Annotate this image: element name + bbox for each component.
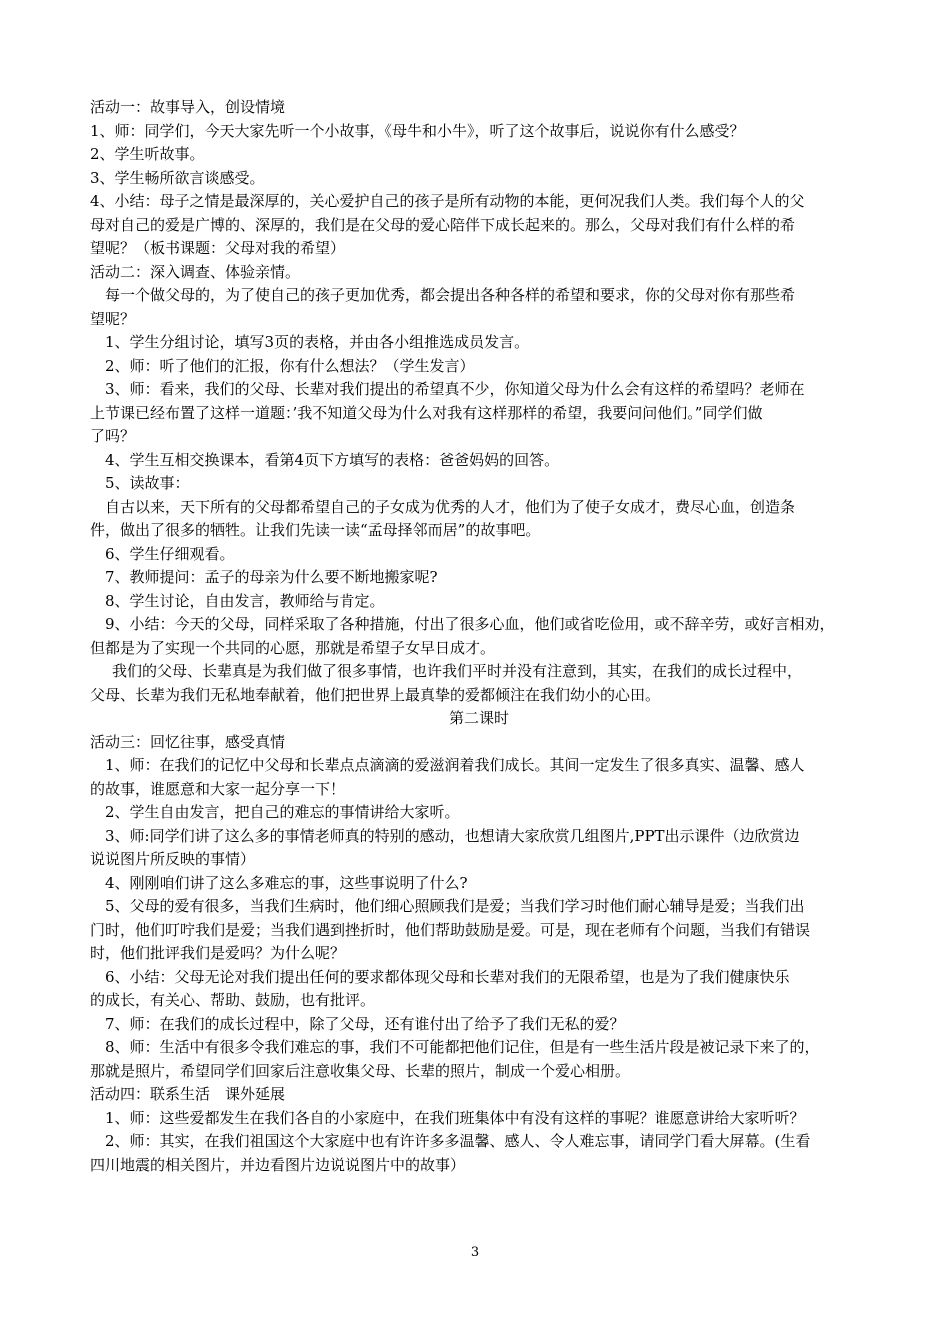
paragraph-line: 3、师:同学们讲了这么多的事情老师真的特别的感动，也想请大家欣赏几组图片,PPT出示课件（边欣赏边 xyxy=(105,826,800,845)
paragraph-line: 5、父母的爱有很多，当我们生病时，他们细心照顾我们是爱；当我们学习时他们耐心辅导是爱；当我们出 xyxy=(105,897,805,915)
paragraph-line: 4、刚刚咱们讲了这么多难忘的事，这些事说明了什么? xyxy=(105,873,468,892)
paragraph-line: 2、师：其实，在我们祖国这个大家庭中也有许许多多温馨、感人、令人难忘事，请同学门看大屏幕。(生看 xyxy=(105,1132,811,1150)
paragraph-line: 4、小结：母子之情是最深厚的，关心爱护自己的孩子是所有动物的本能，更何况我们人类。我们每个人的父 xyxy=(90,192,805,210)
paragraph-line: 8、师：生活中有很多令我们难忘的事，我们不可能都把他们记住，但是有一些生活片段是被记录下来了的， xyxy=(105,1038,820,1056)
paragraph-line: 9、小结：今天的父母，同样采取了各种措施，付出了很多心血，他们或省吃俭用，或不辞辛劳，或好言相劝， xyxy=(105,615,835,633)
paragraph-line: 8、学生讨论，自由发言，教师给与肯定。 xyxy=(105,591,385,610)
paragraph-line: 1、师：同学们，今天大家先听一个小故事，《母牛和小牛》，听了这个故事后，说说你有什么感受？ xyxy=(90,121,745,140)
paragraph-line: 2、师：听了他们的汇报，你有什么想法？（学生发言） xyxy=(105,356,475,375)
heading-activity-4: 活动四：联系生活 课外延展 xyxy=(90,1085,286,1103)
paragraph-line: 了吗？ xyxy=(90,427,136,445)
paragraph-line: 自古以来，天下所有的父母都希望自己的子女成为优秀的人才，他们为了使子女成才，费尽心血，创造条 xyxy=(105,497,796,516)
paragraph-line: 1、师：在我们的记忆中父母和长辈点点滴滴的爱滋润着我们成长。其间一定发生了很多真实、温馨、感人 xyxy=(105,756,805,774)
paragraph-line: 那就是照片，希望同学们回家后注意收集父母、长辈的照片，制成一个爱心相册。 xyxy=(90,1061,631,1080)
paragraph-line: 件，做出了很多的牺牲。让我们先读一读“孟母择邻而居”的故事吧。 xyxy=(90,521,541,539)
paragraph-line: 我们的父母、长辈真是为我们做了很多事情，也许我们平时并没有注意到，其实，在我们的成长过程中， xyxy=(112,662,803,680)
paragraph-line: 4、学生互相交换课本，看第4页下方填写的表格：爸爸妈妈的回答。 xyxy=(105,450,560,469)
paragraph-line: 望呢？（板书课题：父母对我的希望） xyxy=(90,239,346,257)
paragraph-line: 上节课已经布置了这样一道题：’我不知道父母为什么对我有这样那样的希望，我要问问他们。”同学们做 xyxy=(90,403,763,422)
paragraph-line: 父母、长辈为我们无私地奉献着，他们把世界上最真挚的爱都倾注在我们幼小的心田。 xyxy=(90,685,661,704)
section-title: 第二课时 xyxy=(448,709,509,727)
paragraph-line: 母对自己的爱是广博的、深厚的，我们是在父母的爱心陪伴下成长起来的。那么，父母对我们有什么样的希 xyxy=(90,215,796,234)
paragraph-line: 1、师：这些爱都发生在我们各自的小家庭中，在我们班集体中有没有这样的事呢？谁愿意讲给大家听听？ xyxy=(105,1108,805,1127)
paragraph-line: 5、读故事： xyxy=(105,474,190,492)
paragraph-line: 3、学生畅所欲言谈感受。 xyxy=(90,168,265,187)
paragraph-line: 望呢？ xyxy=(90,309,136,328)
paragraph-line: 但都是为了实现一个共同的心愿，那就是希望子女早日成才。 xyxy=(90,638,496,657)
page-number: 3 xyxy=(470,1245,480,1260)
paragraph-line: 6、小结：父母无论对我们提出任何的要求都体现父母和长辈对我们的无限希望，也是为了我们健康快乐 xyxy=(105,967,790,986)
paragraph-line: 每一个做父母的，为了使自己的孩子更加优秀，都会提出各种各样的希望和要求，你的父母对你有那些希 xyxy=(105,286,796,304)
heading-activity-3: 活动三：回忆往事，感受真情 xyxy=(90,732,286,751)
document-body xyxy=(90,96,868,1177)
paragraph-line: 1、学生分组讨论，填写3页的表格，并由各小组推选成员发言。 xyxy=(105,333,530,351)
paragraph-line: 6、学生仔细观看。 xyxy=(105,544,235,563)
paragraph-line: 四川地震的相关图片，并边看图片边说说图片中的故事） xyxy=(90,1155,466,1174)
paragraph-line: 说说图片所反映的事情） xyxy=(90,850,256,868)
paragraph-line: 门时，他们叮咛我们是爱；当我们遇到挫折时，他们帮助鼓励是爱。可是，现在老师有个问题，当我们有错误 xyxy=(90,920,811,939)
paragraph-line: 2、学生听故事。 xyxy=(90,145,205,163)
paragraph-line: 7、教师提问：孟子的母亲为什么要不断地搬家呢? xyxy=(105,568,438,586)
paragraph-line: 3、师：看来，我们的父母、长辈对我们提出的希望真不少，你知道父母为什么会有这样的希望吗？老师在 xyxy=(105,380,805,398)
paragraph-line: 时，他们批评我们是爱吗？为什么呢？ xyxy=(90,944,346,962)
paragraph-line: 的故事，谁愿意和大家一起分享一下！ xyxy=(90,779,346,798)
paragraph-line: 7、师：在我们的成长过程中，除了父母，还有谁付出了给予了我们无私的爱？ xyxy=(105,1014,625,1033)
heading-activity-1: 活动一：故事导入，创设情境 xyxy=(90,98,286,116)
heading-activity-2: 活动二：深入调查、体验亲情。 xyxy=(90,262,301,281)
paragraph-line: 2、学生自由发言，把自己的难忘的事情讲给大家听。 xyxy=(105,803,460,821)
paragraph-line: 的成长，有关心、帮助、鼓励，也有批评。 xyxy=(90,991,376,1009)
